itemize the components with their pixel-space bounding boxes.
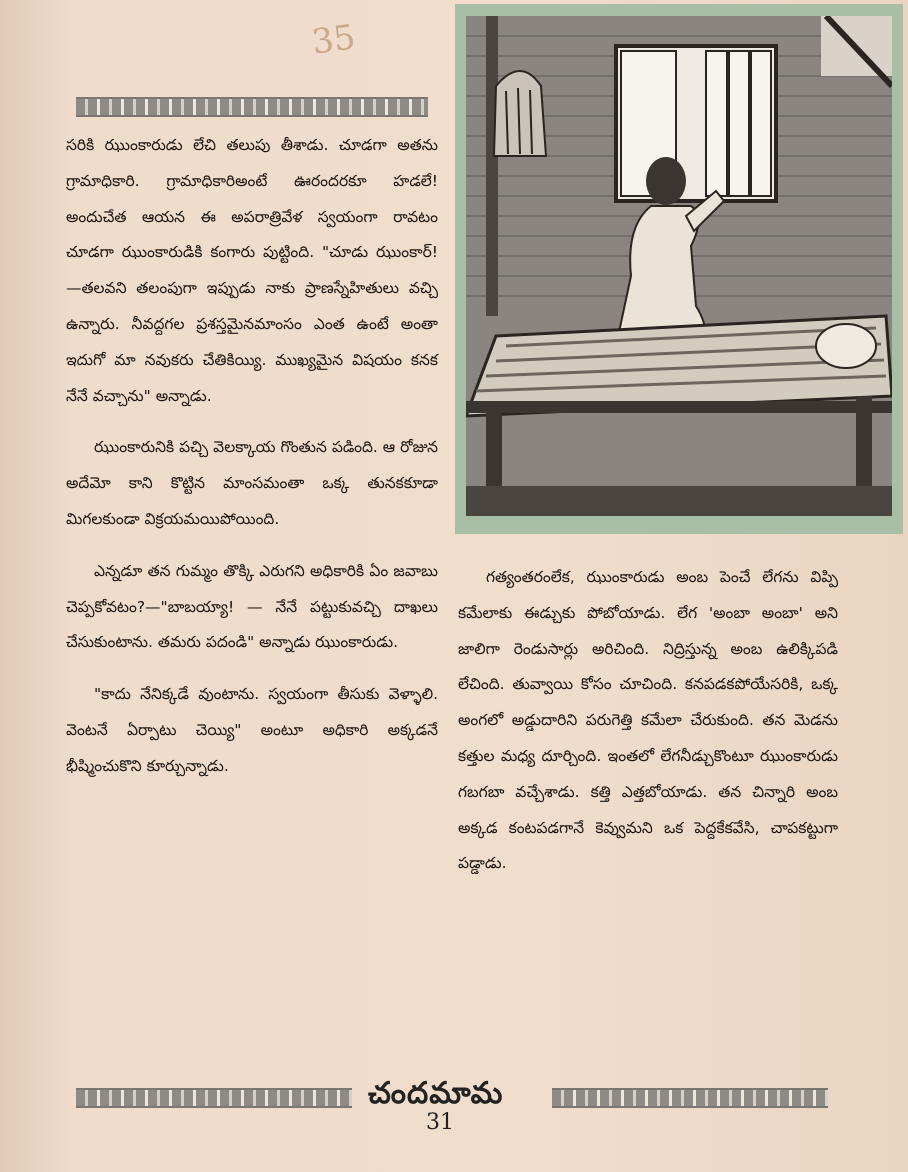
paragraph: "కాదు నేనిక్కడే వుంటాను. స్వయంగా తీసుకు వెళ్ళాలి. వెంటనే ఏర్పాటు చెయ్యి" అంటూ అధికారి అక్కడనే భీష్మించుకొని కూర్చున్నాడు.: [66, 685, 438, 775]
illustration-woman-praying-on-cot: [466, 16, 892, 516]
right-text-column: [458, 560, 838, 898]
magazine-title: చందమామ: [368, 1076, 504, 1111]
handwritten-page-mark: 35: [309, 17, 358, 63]
paragraph: గత్యంతరంలేక, ఝుంకారుడు అంబ పెంచే లేగను విప్పి కమేలాకు ఈడ్చుకు పోబోయాడు. లేగ 'అంబా అంబా' అని జాలిగా రెండుసార్లు అరిచింది. నిద్రిస్తున్న అంబ ఉలిక్కిపడి లేచింది. తువ్వాయి కోసం చూచింది. కనపడకపోయేసరికి, ఒక్క అంగలో అడ్డుదారిని పరుగెత్తి కమేలా చేరుకుంది. తన మెడను కత్తుల మధ్య దూర్చింది. ఇంతలో లేగనీడ్చుకొంటూ ఝుంకారుడు గబగబా వచ్చేశాడు. కత్తి ఎత్తబోయాడు. తన చిన్నారి అంబ అక్కడ కంటపడగానే కెవ్వుమని ఒక పెద్దకేకవేసి, చాపకట్టుగా పడ్డాడు.: [458, 568, 838, 873]
story-illustration: [455, 4, 903, 534]
top-decorative-border: [76, 97, 428, 117]
page-number: 31: [426, 1110, 454, 1135]
footer-left-border: [76, 1088, 352, 1108]
paragraph: ఎన్నడూ తన గుమ్మం తొక్కి ఎరుగని అధికారికి ఏం జవాబు చెప్పకోవటం?—"బాబయ్యా! — నేనే పట్టుకువచ్చి దాఖలు చేసుకుంటాను. తమరు పదండి" అన్నాడు ఝుంకారుడు.: [66, 561, 438, 652]
left-text-column: [66, 128, 438, 801]
footer-right-border: [552, 1088, 828, 1108]
paragraph: సరికి ఝుంకారుడు లేచి తలుపు తీశాడు. చూడగా అతను గ్రామాధికారి. గ్రామాధికారిఅంటే ఊరందరకూ హడలే! అందుచేత ఆయన ఈ అపరాత్రివేళ స్వయంగా రావటం చూడగా ఝుంకారుడికి కంగారు పుట్టింది. "చూడు ఝుంకార్!—తలవని తలంపుగా ఇప్పుడు నాకు ప్రాణస్నేహితులు వచ్చి ఉన్నారు. నీవద్దగల ప్రశస్తమైనమాంసం ఎంత ఉంటే అంతా ఇదుగో మా నవుకరు చేతికియ్యి. ముఖ్యమైన విషయం కనక నేనే వచ్చాను" అన్నాడు.: [66, 136, 438, 405]
paragraph: ఝుంకారునికి పచ్చి వెలక్కాయ గొంతున పడింది. ఆ రోజున అదేమో కాని కొట్టిన మాంసమంతా ఒక్క తునకకూడా మిగలకుండా విక్రయమయిపోయింది.: [66, 438, 438, 528]
